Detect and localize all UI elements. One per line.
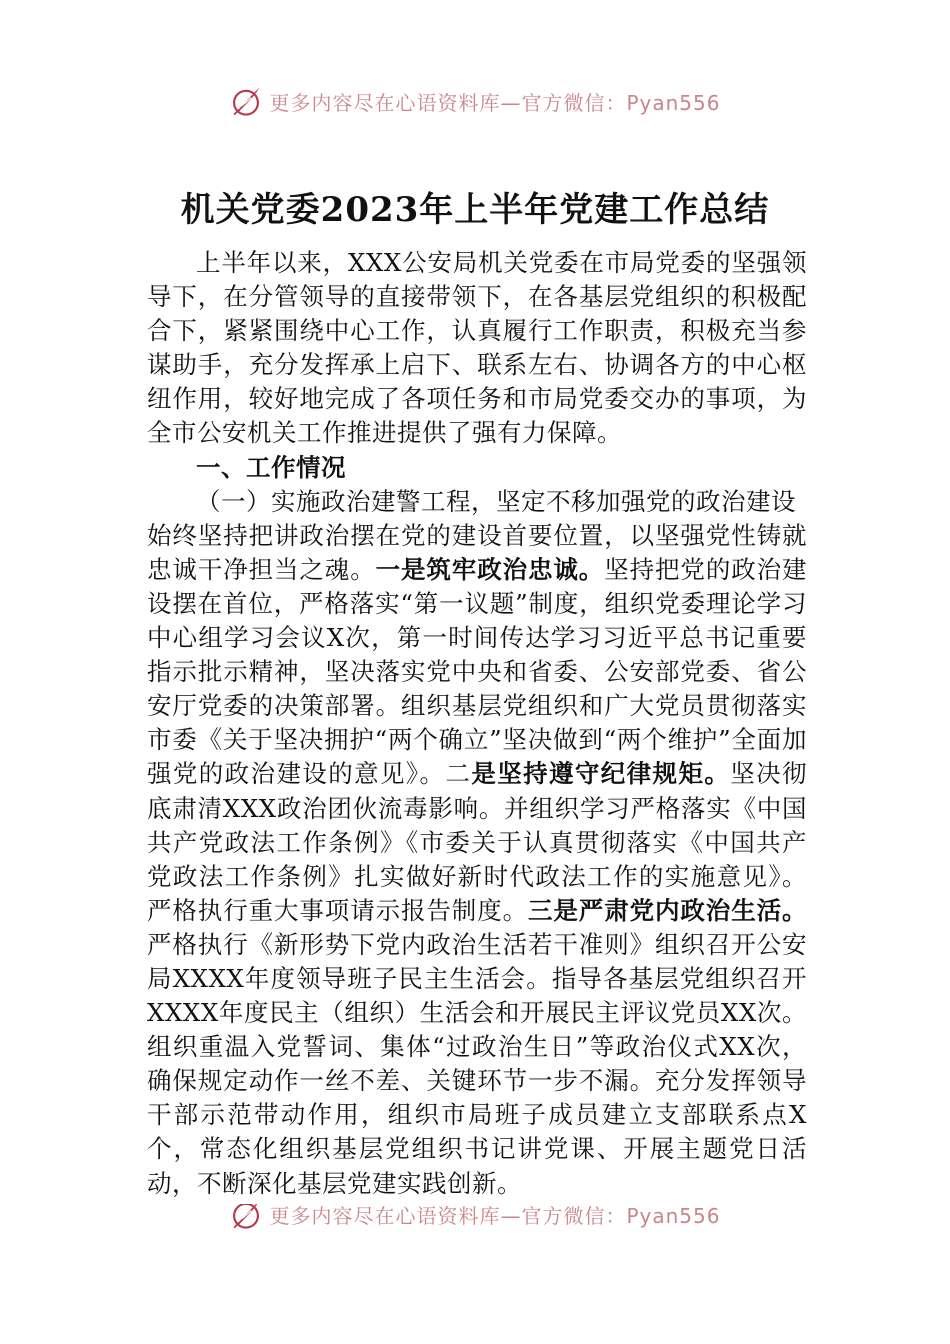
document-body <box>147 246 807 1201</box>
para-lead: 始终坚持把讲政治摆在党的建设首要位置，以坚强党性铸就忠诚干净担当之魂。 <box>147 520 807 584</box>
body-paragraph <box>147 519 807 1201</box>
document-title: 机关党委2023年上半年党建工作总结 <box>180 190 770 230</box>
point-2-text: 坚决彻底肃清XXX政治团伙流毒影响。并组织学习严格落实《中国共产党政法工作条例》《市委关于认真贯彻落实《中国共产党政法工作条例》扎实做好新时代政法工作的实施意见》。严格执行重大事项请示报告制度。 <box>147 759 808 925</box>
watermark-top <box>0 84 950 118</box>
point-2-title: 是坚持遵守纪律规矩。 <box>471 759 731 789</box>
quill-logo-icon <box>229 1204 263 1231</box>
subsection-heading: （一）实施政治建警工程，坚定不移加强党的政治建设 <box>196 486 796 516</box>
watermark-text: 更多内容尽在心语资料库—官方微信：Pyan556 <box>269 1204 721 1228</box>
point-1-title: 一是筑牢政治忠诚。 <box>375 554 605 584</box>
watermark-text: 更多内容尽在心语资料库—官方微信：Pyan556 <box>269 90 721 115</box>
quill-logo-icon <box>229 84 263 118</box>
intro-paragraph: 上半年以来，XXX公安局机关党委在市局党委的坚强领导下，在分管领导的直接带领下，在各基层党组织的积极配合下，紧紧围绕中心工作，认真履行工作职责，积极充当参谋助手，充分发挥承上启下、联系左右、协调各方的中心枢纽作用，较好地完成了各项任务和市局党委交办的事项，为全市公安机关工作推进提供了强有力保障。 <box>147 248 807 448</box>
section-heading: 一、工作情况 <box>196 452 346 482</box>
watermark-bottom <box>0 1204 950 1234</box>
point-1-text: 坚持把党的政治建设摆在首位，严格落实“第一议题”制度，组织党委理论学习中心组学习会议X次，第一时间传达学习习近平总书记重要指示批示精神，坚决落实党中央和省委、公安部党委、省公安厅党委的决策部署。组织基层党组织和广大党员贯彻落实市委《关于坚决拥护“两个确立”坚决做到“两个维护”全面加强党的政治建设的意见》。 <box>147 554 808 789</box>
point-3-title: 三是严肃党内政治生活。 <box>528 895 807 925</box>
point-3-text: 严格执行《新形势下党内政治生活若干准则》组织召开公安局XXXX年度领导班子民主生活会。指导各基层党组织召开XXXX年度民主（组织）生活会和开展民主评议党员XX次。组织重温入党誓词、集体“过政治生日”等政治仪式XX次，确保规定动作一丝不差、关键环节一步不漏。充分发挥领导干部示范带动作用，组织市局班子成员建立支部联系点X个，常态化组织基层党组织书记讲党课、开展主题党日活动，不断深化基层党建实践创新。 <box>147 929 807 1198</box>
point-2-prefix: 二 <box>445 759 472 789</box>
